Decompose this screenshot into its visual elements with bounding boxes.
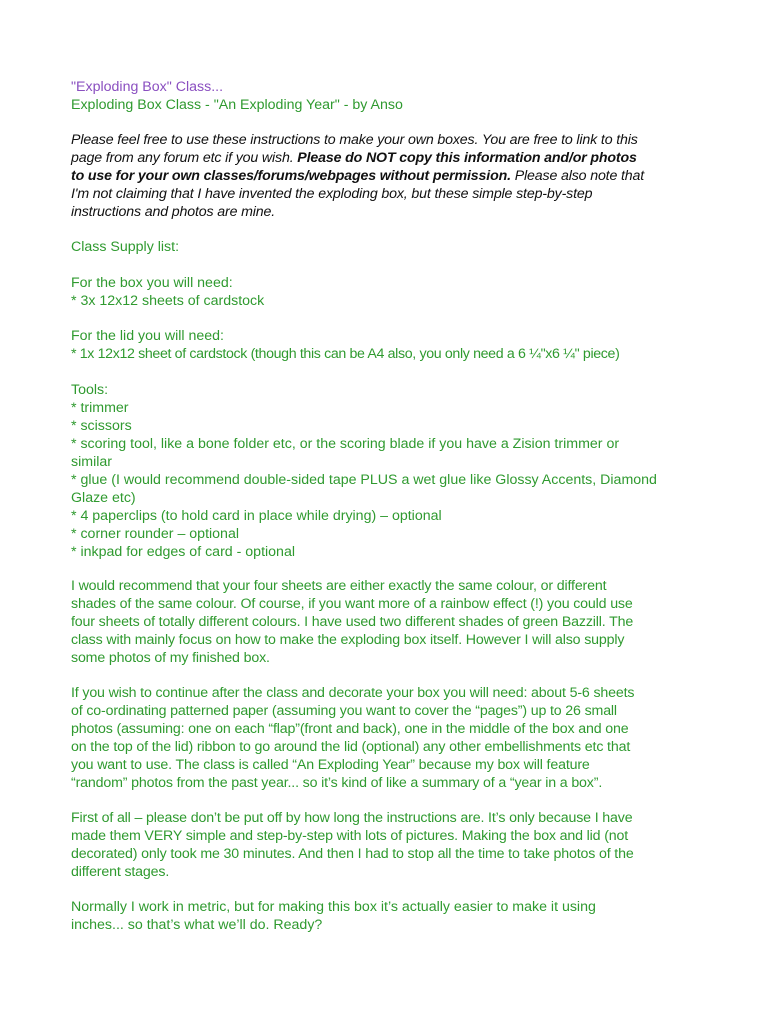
document-header [71, 78, 711, 114]
tools-item: * inkpad for edges of card - optional [71, 544, 295, 560]
paragraph-line: you want to use. The class is called “An Exploding Year” because my box will feature [71, 757, 590, 773]
paragraph-line: If you wish to continue after the class and decorate your box you will need: about 5-6 sheets [71, 685, 635, 701]
paragraph-line: some photos of my finished box. [71, 650, 270, 666]
tools-item: * scoring tool, like a bone folder etc, or the scoring blade if you have a Zision trimmer or [71, 436, 620, 452]
paragraph-line: different stages. [71, 864, 170, 880]
paragraph-line: on the top of the lid) ribbon to go around the lid (optional) any other embellishments etc that [71, 739, 631, 755]
paragraph-line: decorated) only took me 30 minutes. And then I had to stop all the time to take photos of the [71, 846, 634, 862]
instructions-paragraph [71, 809, 711, 881]
paragraph-line: shades of the same colour. Of course, if you want more of a rainbow effect (!) you could use [71, 596, 633, 612]
paragraph-line: class with mainly focus on how to make the exploding box itself. However I will also supply [71, 632, 625, 648]
supply-heading-text: Class Supply list: [71, 239, 180, 255]
box-heading: For the box you will need: [71, 275, 233, 291]
lid-section [71, 327, 711, 363]
paragraph-line: of co-ordinating patterned paper (assuming you want to cover the “pages”) up to 26 small [71, 703, 617, 719]
title-line: "Exploding Box" Class... [71, 79, 224, 95]
tools-item: similar [71, 454, 112, 470]
tools-item: * scissors [71, 418, 132, 434]
intro-line: I'm not claiming that I have invented the exploding box, but these simple step-by-step [71, 186, 593, 202]
tools-section [71, 381, 711, 561]
paragraph-line: Normally I work in metric, but for making this box it’s actually easier to make it using [71, 899, 596, 915]
paragraph-line: photos (assuming: one on each “flap”(front and back), one in the middle of the box and one [71, 721, 629, 737]
box-item: * 3x 12x12 sheets of cardstock [71, 293, 265, 309]
tools-heading: Tools: [71, 382, 109, 398]
intro-line [71, 149, 711, 167]
paragraph-line: First of all – please don’t be put off by how long the instructions are. It’s only because I have [71, 810, 633, 826]
tools-item: Glaze etc) [71, 490, 136, 506]
intro-bold-text: Please do NOT copy this information and/or photos [297, 150, 637, 166]
intro-bold-text: to use for your own classes/forums/webpages without permission. [71, 168, 511, 184]
paragraph-line: four sheets of totally different colours. I have used two different shades of green Bazzill. The [71, 614, 634, 630]
subtitle-line: Exploding Box Class - "An Exploding Year" - by Anso [71, 97, 403, 113]
lid-heading: For the lid you will need: [71, 328, 224, 344]
metric-paragraph [71, 898, 711, 934]
decorate-paragraph [71, 684, 711, 792]
paragraph-line: made them VERY simple and step-by-step with lots of pictures. Making the box and lid (not [71, 828, 629, 844]
tools-item: * 4 paperclips (to hold card in place while drying) – optional [71, 508, 442, 524]
tools-item: * trimmer [71, 400, 129, 416]
intro-text: page from any forum etc if you wish. [71, 150, 298, 166]
intro-line [71, 167, 711, 185]
tools-item: * glue (I would recommend double-sided tape PLUS a wet glue like Glossy Accents, Diamond [71, 472, 657, 488]
paragraph-line: inches... so that’s what we’ll do. Ready? [71, 917, 323, 933]
lid-item: * 1x 12x12 sheet of cardstock (though this can be A4 also, you only need a 6 ¼"x6 ¼" piece) [71, 346, 620, 362]
intro-paragraph [71, 131, 711, 221]
paragraph-line: I would recommend that your four sheets are either exactly the same colour, or different [71, 578, 607, 594]
paragraph-line: “random” photos from the past year... so it’s kind of like a summary of a “year in a box”. [71, 775, 603, 791]
colour-paragraph [71, 577, 711, 667]
intro-line: instructions and photos are mine. [71, 204, 276, 220]
box-section [71, 274, 711, 310]
intro-text: Please also note that [510, 168, 645, 184]
supply-heading [71, 238, 711, 256]
tools-item: * corner rounder – optional [71, 526, 239, 542]
intro-line: Please feel free to use these instructions to make your own boxes. You are free to link to this [71, 132, 638, 148]
